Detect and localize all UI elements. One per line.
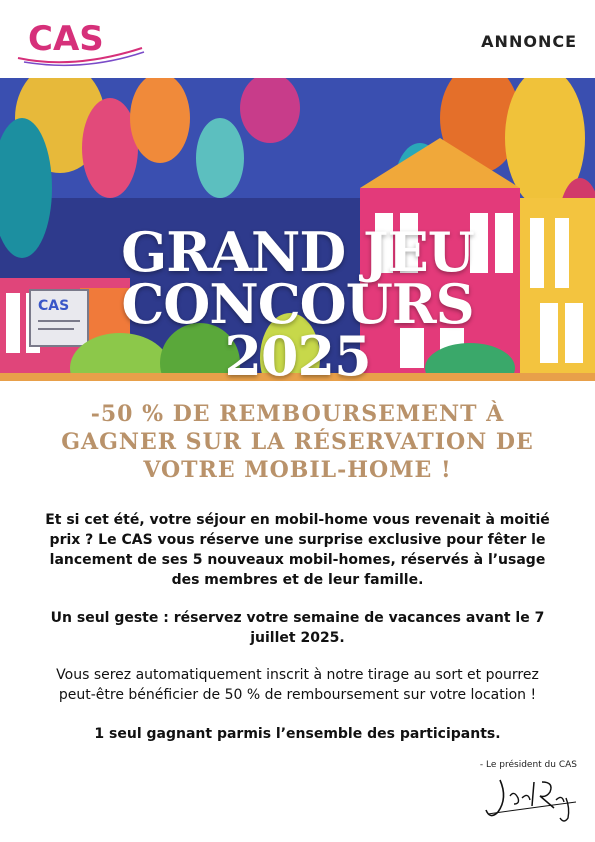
hero-title [0,220,595,381]
action-paragraph: Un seul geste : réservez votre semaine de vacances avant le 7 juillet 2025. [50,610,545,646]
handwritten-signature [480,768,580,826]
offer-headline [40,400,555,484]
headline-line3: VOTRE MOBIL-HOME ! [143,457,452,483]
hero-title-line1: GRAND JEU [121,220,474,284]
announcement-tag: ANNONCE [481,32,577,51]
headline-line2: GAGNER SUR LA RÉSERVATION DE [61,429,534,455]
intro-paragraph: Et si cet été, votre séjour en mobil-home vous revenait à moitié prix ? Le CAS vous réserve une surprise exclusive pour fêter le lancement de ses 5 nouveaux mobil-homes, réservés à l’usage des membres et de leur famille. [45,512,550,588]
sign-text: CAS [38,298,70,314]
logo-text: CAS [28,19,104,59]
hero-banner [0,78,595,381]
hero-title-line3: 2025 [224,324,371,381]
cas-logo [14,14,148,68]
hero-title-line2: CONCOURS [121,272,474,336]
signature-label: - Le président du CAS [479,760,577,770]
draw-paragraph: Vous serez automatiquement inscrit à notre tirage au sort et pourrez peut-être bénéficier de 50 % de remboursement sur votre location ! [56,667,539,703]
headline-line1: -50 % DE REMBOURSEMENT À [90,401,505,427]
winner-note: 1 seul gagnant parmis l’ensemble des participants. [94,726,501,742]
